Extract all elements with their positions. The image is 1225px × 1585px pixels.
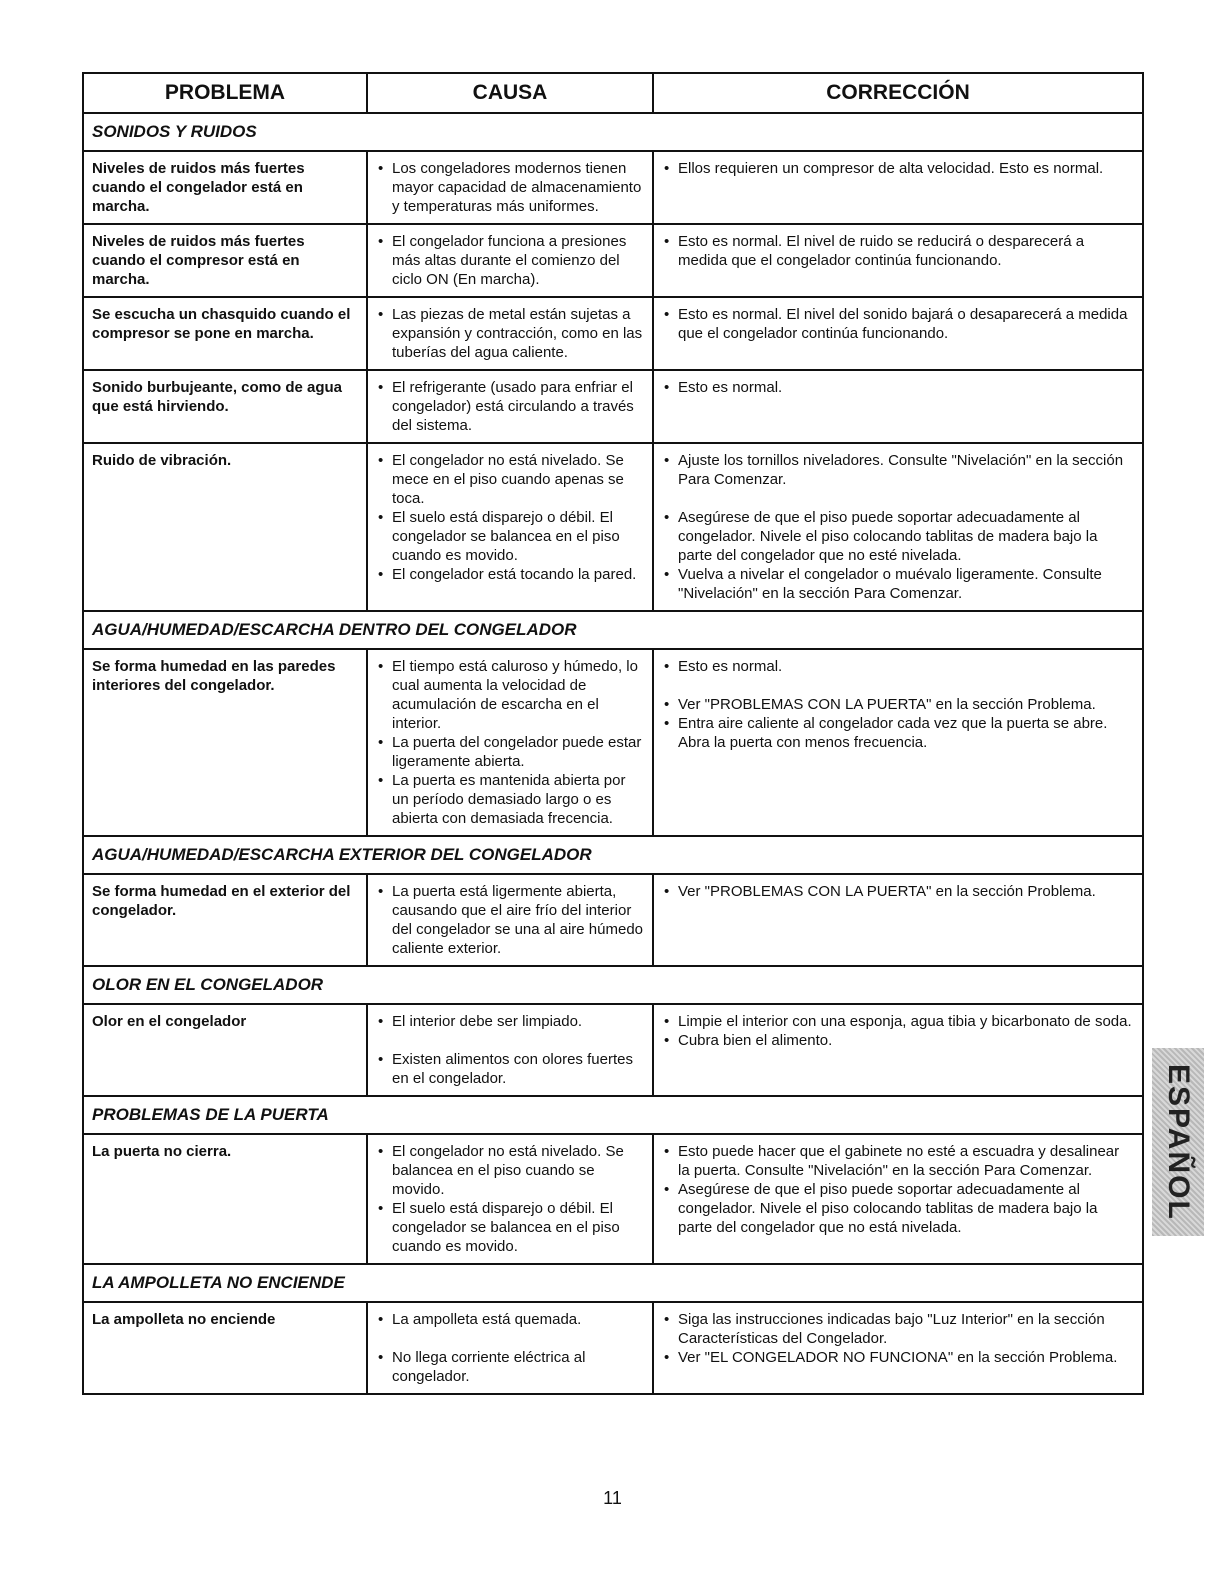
cause-item: • El suelo está disparejo o débil. El congelador se balancea en el piso cuando es movido. bbox=[376, 1199, 644, 1256]
correction-cell bbox=[653, 1302, 1143, 1394]
cause-list bbox=[376, 451, 644, 584]
section-row bbox=[83, 1264, 1143, 1302]
correction-cell bbox=[653, 874, 1143, 966]
cause-cell bbox=[367, 297, 653, 370]
correction-cell bbox=[653, 370, 1143, 443]
correction-item: • Ellos requieren un compresor de alta velocidad. Esto es normal. bbox=[662, 159, 1134, 178]
cause-item: • La ampolleta está quemada. bbox=[376, 1310, 644, 1329]
cause-item: • No llega corriente eléctrica al congelador. bbox=[376, 1348, 644, 1386]
problem-cell: Se forma humedad en las paredes interiores del congelador. bbox=[83, 649, 367, 836]
correction-cell bbox=[653, 1004, 1143, 1096]
correction-item: • Ajuste los tornillos niveladores. Consulte "Nivelación" en la sección Para Comenzar. bbox=[662, 451, 1134, 489]
cause-cell bbox=[367, 151, 653, 224]
correction-item: • Entra aire caliente al congelador cada vez que la puerta se abre. Abra la puerta con menos frecuencia. bbox=[662, 714, 1134, 752]
cause-list bbox=[376, 305, 644, 362]
correction-list bbox=[662, 305, 1134, 343]
correction-cell bbox=[653, 297, 1143, 370]
section-row bbox=[83, 836, 1143, 874]
correction-list bbox=[662, 1310, 1134, 1367]
table-row bbox=[83, 151, 1143, 224]
section-row bbox=[83, 113, 1143, 151]
section-row bbox=[83, 966, 1143, 1004]
correction-list bbox=[662, 1012, 1134, 1050]
table-row bbox=[83, 297, 1143, 370]
cause-list bbox=[376, 1142, 644, 1256]
cause-item: • Existen alimentos con olores fuertes en el congelador. bbox=[376, 1050, 644, 1088]
cause-item: • El interior debe ser limpiado. bbox=[376, 1012, 644, 1031]
header-cause: CAUSA bbox=[367, 73, 653, 113]
table-row bbox=[83, 1134, 1143, 1264]
cause-item: • El congelador funciona a presiones más altas durante el comienzo del ciclo ON (En marcha). bbox=[376, 232, 644, 289]
correction-item: • Esto es normal. bbox=[662, 378, 1134, 397]
cause-cell bbox=[367, 224, 653, 297]
troubleshooting-table bbox=[82, 72, 1144, 1395]
cause-item: • El suelo está disparejo o débil. El congelador se balancea en el piso cuando es movido. bbox=[376, 508, 644, 565]
section-row bbox=[83, 1096, 1143, 1134]
correction-item: • Limpie el interior con una esponja, agua tibia y bicarbonato de soda. bbox=[662, 1012, 1134, 1031]
section-row bbox=[83, 611, 1143, 649]
section-title: OLOR EN EL CONGELADOR bbox=[83, 966, 1143, 1004]
problem-cell: Sonido burbujeante, como de agua que está hirviendo. bbox=[83, 370, 367, 443]
correction-item: • Esto puede hacer que el gabinete no esté a escuadra y desalinear la puerta. Consulte "Nivelación" en la sección Para Comenzar. bbox=[662, 1142, 1134, 1180]
problem-cell: Niveles de ruidos más fuertes cuando el compresor está en marcha. bbox=[83, 224, 367, 297]
correction-list bbox=[662, 451, 1134, 603]
cause-item: • Los congeladores modernos tienen mayor capacidad de almacenamiento y temperaturas más uniformes. bbox=[376, 159, 644, 216]
correction-list bbox=[662, 882, 1134, 901]
cause-item: • La puerta está ligermente abierta, causando que el aire frío del interior del congelador se una al aire húmedo caliente exterior. bbox=[376, 882, 644, 958]
cause-item: • El congelador no está nivelado. Se mece en el piso cuando apenas se toca. bbox=[376, 451, 644, 508]
cause-item: • El refrigerante (usado para enfriar el congelador) está circulando a través del sistema. bbox=[376, 378, 644, 435]
cause-list bbox=[376, 657, 644, 828]
correction-item: • Ver "PROBLEMAS CON LA PUERTA" en la sección Problema. bbox=[662, 882, 1134, 901]
cause-item: • La puerta es mantenida abierta por un período demasiado largo o es abierta con demasiada frecencia. bbox=[376, 771, 644, 828]
table-row bbox=[83, 649, 1143, 836]
problem-cell: Se escucha un chasquido cuando el compresor se pone en marcha. bbox=[83, 297, 367, 370]
correction-cell bbox=[653, 649, 1143, 836]
cause-item: • La puerta del congelador puede estar ligeramente abierta. bbox=[376, 733, 644, 771]
cause-item: • El congelador no está nivelado. Se balancea en el piso cuando se movido. bbox=[376, 1142, 644, 1199]
problem-cell: La ampolleta no enciende bbox=[83, 1302, 367, 1394]
cause-item: • El tiempo está caluroso y húmedo, lo cual aumenta la velocidad de acumulación de escarcha en el interior. bbox=[376, 657, 644, 733]
problem-cell: La puerta no cierra. bbox=[83, 1134, 367, 1264]
cause-list bbox=[376, 1012, 644, 1088]
cause-list bbox=[376, 1310, 644, 1386]
correction-cell bbox=[653, 1134, 1143, 1264]
table-row bbox=[83, 1004, 1143, 1096]
section-title: AGUA/HUMEDAD/ESCARCHA EXTERIOR DEL CONGELADOR bbox=[83, 836, 1143, 874]
table-row bbox=[83, 443, 1143, 611]
correction-list bbox=[662, 1142, 1134, 1237]
correction-item: • Esto es normal. El nivel del sonido bajará o desaparecerá a medida que el congelador continúa funcionando. bbox=[662, 305, 1134, 343]
language-side-tab bbox=[1152, 1048, 1204, 1236]
problem-cell: Se forma humedad en el exterior del congelador. bbox=[83, 874, 367, 966]
correction-item: • Esto es normal. El nivel de ruido se reducirá o desparecerá a medida que el congelador continúa funcionando. bbox=[662, 232, 1134, 270]
correction-list bbox=[662, 232, 1134, 270]
problem-cell: Olor en el congelador bbox=[83, 1004, 367, 1096]
cause-list bbox=[376, 882, 644, 958]
correction-cell bbox=[653, 224, 1143, 297]
cause-list bbox=[376, 159, 644, 216]
correction-list bbox=[662, 159, 1134, 178]
cause-cell bbox=[367, 1302, 653, 1394]
cause-list bbox=[376, 378, 644, 435]
correction-item: • Vuelva a nivelar el congelador o muévalo ligeramente. Consulte "Nivelación" en la sección Para Comenzar. bbox=[662, 565, 1134, 603]
correction-item: • Esto es normal. bbox=[662, 657, 1134, 676]
section-title: LA AMPOLLETA NO ENCIENDE bbox=[83, 1264, 1143, 1302]
table-body bbox=[83, 113, 1143, 1394]
problem-cell: Ruido de vibración. bbox=[83, 443, 367, 611]
correction-cell bbox=[653, 443, 1143, 611]
table-row bbox=[83, 224, 1143, 297]
cause-cell bbox=[367, 1134, 653, 1264]
correction-list bbox=[662, 657, 1134, 752]
table-header-row bbox=[83, 73, 1143, 113]
section-title: SONIDOS Y RUIDOS bbox=[83, 113, 1143, 151]
table-row bbox=[83, 874, 1143, 966]
header-problem: PROBLEMA bbox=[83, 73, 367, 113]
cause-cell bbox=[367, 649, 653, 836]
correction-item: • Cubra bien el alimento. bbox=[662, 1031, 1134, 1050]
table-row bbox=[83, 1302, 1143, 1394]
table-row bbox=[83, 370, 1143, 443]
cause-item: • El congelador está tocando la pared. bbox=[376, 565, 644, 584]
correction-cell bbox=[653, 151, 1143, 224]
correction-item: • Siga las instrucciones indicadas bajo "Luz Interior" en la sección Características del Congelador. bbox=[662, 1310, 1134, 1348]
cause-cell bbox=[367, 874, 653, 966]
correction-item: • Asegúrese de que el piso puede soportar adecuadamente al congelador. Nivele el piso colocando tablitas de madera bajo la parte del congelador que no está nivelada. bbox=[662, 1180, 1134, 1237]
section-title: PROBLEMAS DE LA PUERTA bbox=[83, 1096, 1143, 1134]
language-side-tab-label: ESPAÑOL bbox=[1162, 1063, 1195, 1221]
correction-item: • Ver "PROBLEMAS CON LA PUERTA" en la sección Problema. bbox=[662, 695, 1134, 714]
header-correction: CORRECCIÓN bbox=[653, 73, 1143, 113]
cause-cell bbox=[367, 370, 653, 443]
correction-item: • Asegúrese de que el piso puede soportar adecuadamente al congelador. Nivele el piso colocando tablitas de madera bajo la parte del congelador que no esté nivelada. bbox=[662, 508, 1134, 565]
problem-cell: Niveles de ruidos más fuertes cuando el congelador está en marcha. bbox=[83, 151, 367, 224]
section-title: AGUA/HUMEDAD/ESCARCHA DENTRO DEL CONGELADOR bbox=[83, 611, 1143, 649]
cause-cell bbox=[367, 443, 653, 611]
cause-list bbox=[376, 232, 644, 289]
correction-list bbox=[662, 378, 1134, 397]
page-number: 11 bbox=[603, 1488, 622, 1508]
correction-item: • Ver "EL CONGELADOR NO FUNCIONA" en la sección Problema. bbox=[662, 1348, 1134, 1367]
cause-cell bbox=[367, 1004, 653, 1096]
cause-item: • Las piezas de metal están sujetas a expansión y contracción, como en las tuberías del agua caliente. bbox=[376, 305, 644, 362]
